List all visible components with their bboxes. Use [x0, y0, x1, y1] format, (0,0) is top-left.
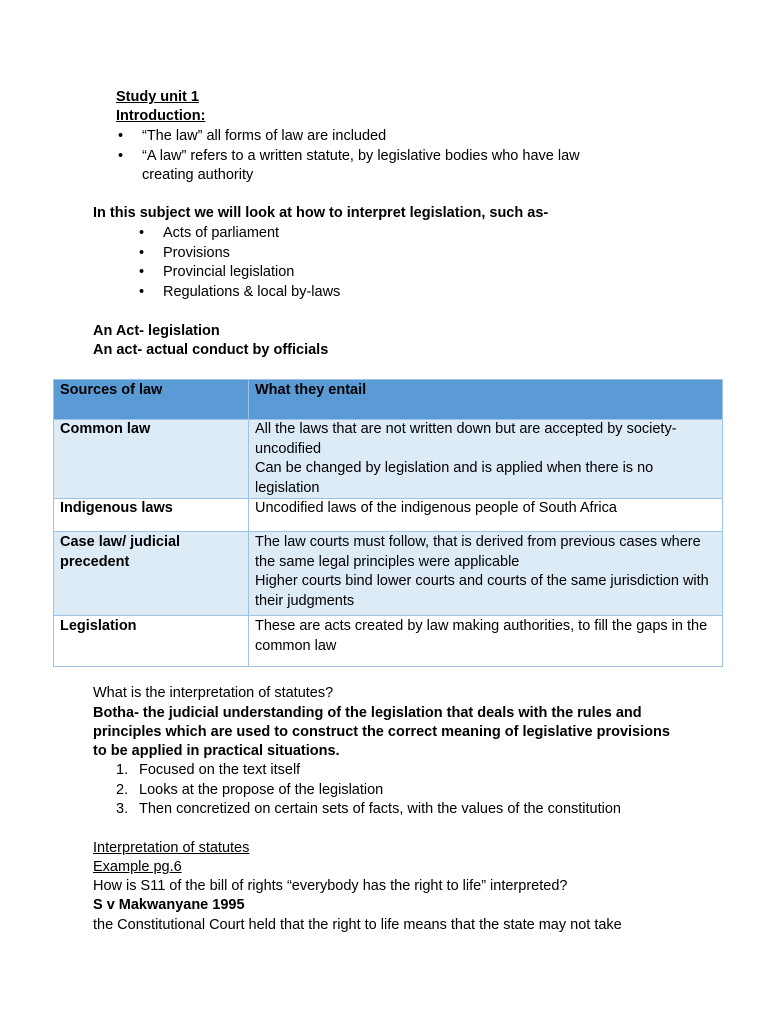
bullet-icon: •: [118, 128, 124, 144]
interpretation-question: What is the interpretation of statutes?: [93, 685, 334, 701]
source-cell: Case law/ judicial precedent: [54, 532, 249, 616]
entail-cell: Uncodified laws of the indigenous people of South Africa: [249, 499, 723, 532]
example-ref: Example pg.6: [93, 859, 182, 875]
bullet-icon: •: [139, 244, 145, 261]
intro-list: [118, 127, 580, 186]
source-cell: Indigenous laws: [54, 499, 249, 532]
list-item: • Regulations & local by-laws: [163, 283, 340, 303]
source-cell: Common law: [54, 420, 249, 499]
list-item-continuation: creating authority: [142, 167, 254, 183]
table-row: [54, 420, 723, 499]
case-name: S v Makwanyane 1995: [93, 897, 245, 913]
botha-definition-line: principles which are used to construct the correct meaning of legislative provisions: [93, 724, 670, 740]
definition-act-conduct: An act- actual conduct by officials: [93, 342, 329, 358]
example-question: How is S11 of the bill of rights “everybody has the right to life” interpreted?: [93, 878, 568, 894]
page-title: Study unit 1: [116, 89, 199, 105]
bullet-icon: •: [139, 225, 145, 241]
table-row: [54, 532, 723, 616]
list-item: • Acts of parliament: [163, 224, 340, 244]
list-item: 2. Looks at the propose of the legislation: [116, 781, 384, 798]
case-text: the Constitutional Court held that the right to life means that the state may not take: [93, 917, 622, 933]
subject-lead: In this subject we will look at how to interpret legislation, such as-: [93, 205, 549, 221]
column-header-sources: Sources of law: [54, 380, 249, 420]
entail-cell: The law courts must follow, that is derived from previous cases where the same legal principles were applicable Higher courts bind lower courts and courts of the same jurisdiction with their judgments: [249, 532, 723, 616]
sources-of-law-table: [53, 379, 723, 667]
table-header-row: [54, 380, 723, 420]
list-item: • “A law” refers to a written statute, by legislative bodies who have law: [142, 147, 580, 167]
bullet-icon: •: [139, 283, 145, 300]
table-row: [54, 499, 723, 532]
table-row: [54, 616, 723, 667]
bullet-icon: •: [118, 147, 124, 164]
intro-heading: Introduction:: [116, 108, 206, 124]
list-item: • Provisions: [163, 244, 340, 264]
entail-cell: All the laws that are not written down but are accepted by society-uncodified Can be changed by legislation and is applied when there is no legislation: [249, 420, 723, 499]
entail-cell: These are acts created by law making authorities, to fill the gaps in the common law: [249, 616, 723, 667]
botha-definition-line: to be applied in practical situations.: [93, 743, 340, 759]
definition-act-legislation: An Act- legislation: [93, 323, 220, 339]
list-item: • “The law” all forms of law are included: [142, 127, 580, 147]
list-item: 3. Then concretized on certain sets of facts, with the values of the constitution: [116, 801, 621, 817]
example-heading: Interpretation of statutes: [93, 840, 250, 856]
list-item: 1. Focused on the text itself: [116, 762, 301, 778]
list-item: • Provincial legislation: [163, 263, 340, 283]
interpretation-steps: [116, 761, 621, 820]
subject-list: [139, 224, 341, 302]
column-header-entail: What they entail: [249, 380, 723, 420]
botha-definition-line: Botha- the judicial understanding of the legislation that deals with the rules and: [93, 705, 642, 721]
bullet-icon: •: [139, 264, 145, 280]
source-cell: Legislation: [54, 616, 249, 667]
